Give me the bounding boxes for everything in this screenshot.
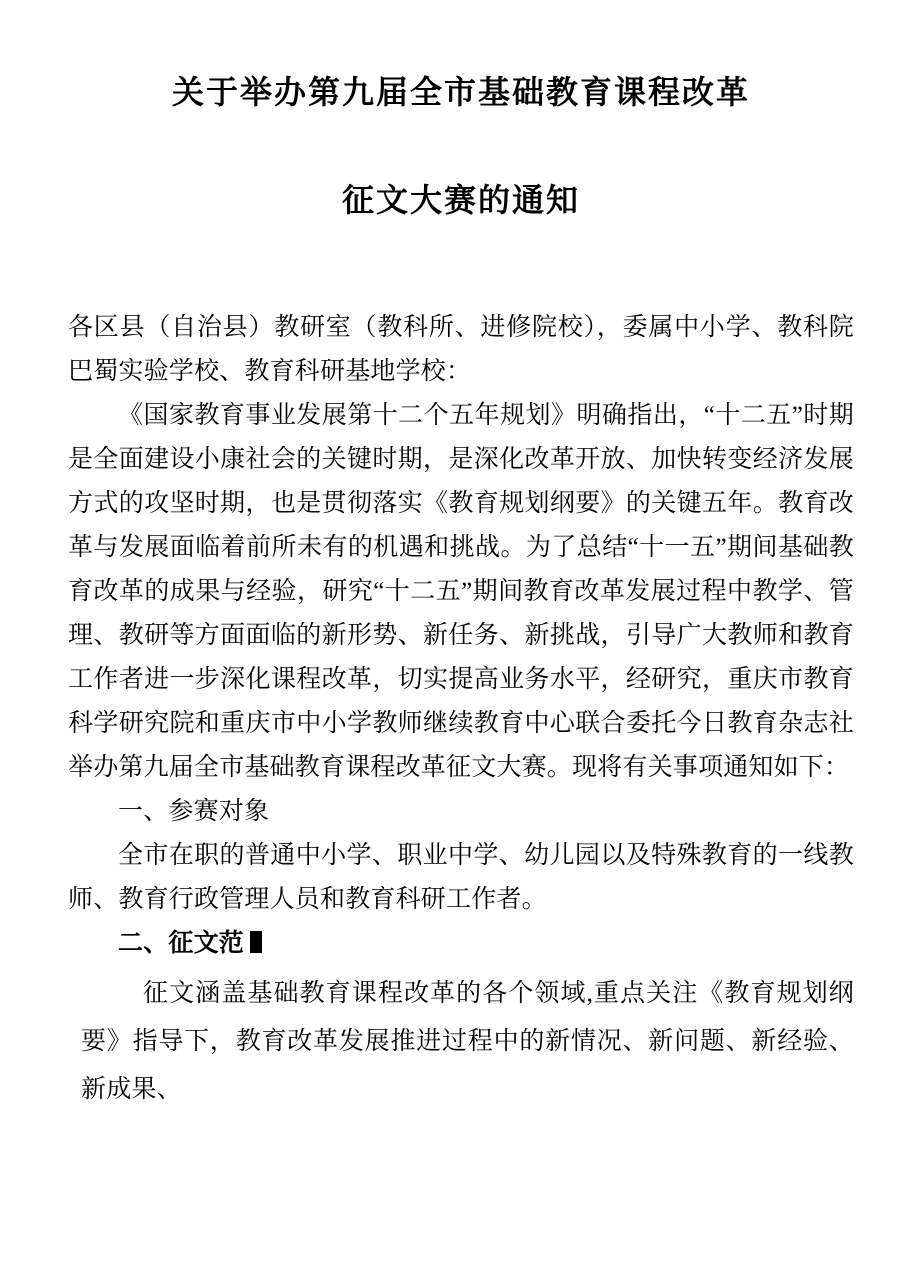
intro-paragraph: 《国家教育事业发展第十二个五年规划》明确指出，“十二五”时期是全面建设小康社会的关键时期，是深化改革开放、加快转变经济发展方式的攻坚时期，也是贯彻落实《教育规划纲要》的关键五年。教育改革与发展面临着前所未有的机遇和挑战。为了总结“十一五”期间基础教育改革的成果与经验，研究“十二五”期间教育改革发展过程中教学、管理、教研等方面面临的新形势、新任务、新挑战，引导广大教师和教育工作者进一步深化课程改革，切实提高业务水平，经研究，重庆市教育科学研究院和重庆市中小学教师继续教育中心联合委托今日教育杂志社举办第九届全市基础教育课程改革征文大赛。现将有关事项通知如下：	[68, 402, 854, 781]
missing-glyph-box-icon	[250, 931, 262, 953]
page-title-line1: 关于举办第九届全市基础教育课程改革	[171, 74, 750, 110]
section1-paragraph: 全市在职的普通中小学、职业中学、幼儿园以及特殊教育的一线教师、教育行政管理人员和教育科研工作者。	[68, 842, 854, 913]
section2-heading-text: 二、征文范	[118, 930, 245, 957]
section2-paragraph: 征文涵盖基础教育课程改革的各个领域,重点关注《教育规划纲要》指导下，教育改革发展推进过程中的新情况、新问题、新经验、新成果、	[81, 980, 854, 1103]
page-title-line2: 征文大赛的通知	[341, 182, 580, 218]
salutation-paragraph: 各区县（自治县）教研室（教科所、进修院校），委属中小学、教科院巴蜀实验学校、教育科研基地学校：	[68, 314, 854, 385]
section2-heading	[68, 922, 854, 966]
section1-heading: 一、参赛对象	[118, 798, 270, 825]
